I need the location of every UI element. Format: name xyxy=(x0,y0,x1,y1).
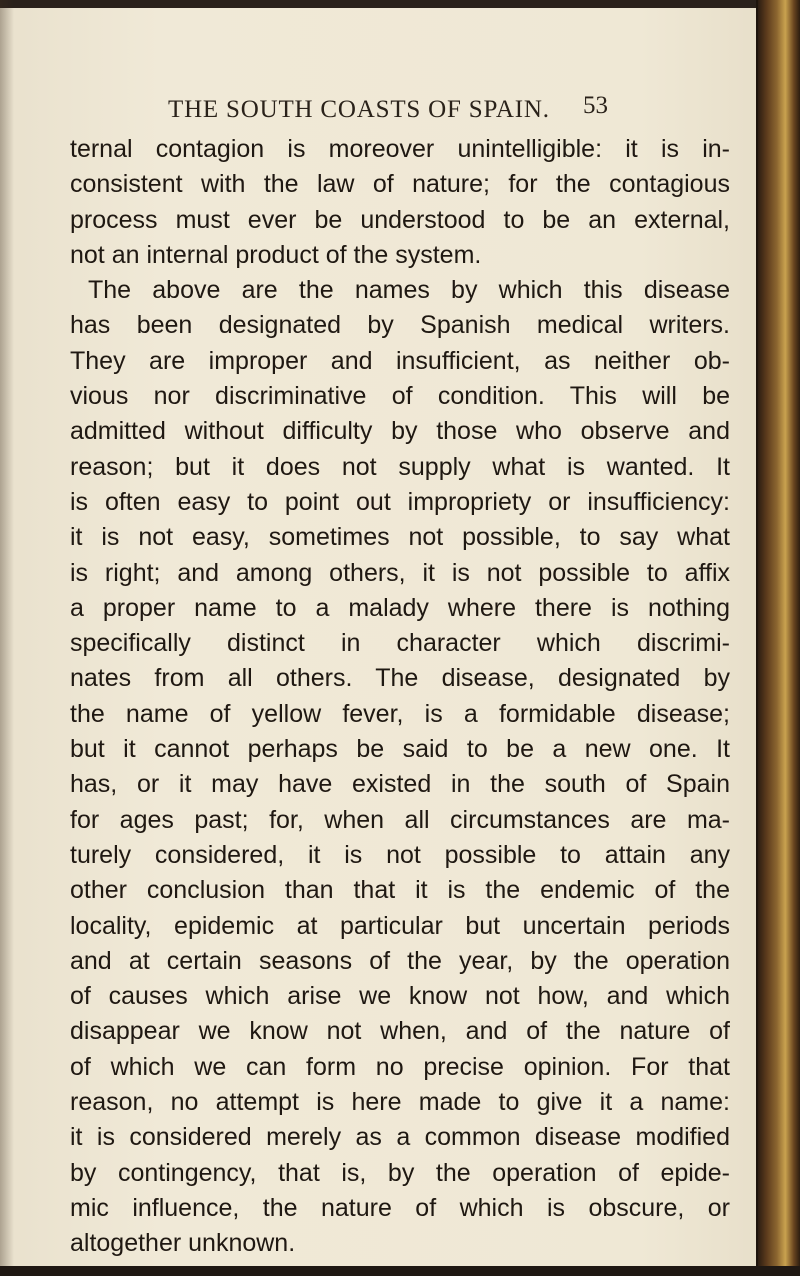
text-line: it is not easy, sometimes not possible, to say what xyxy=(70,523,730,552)
text-line: by contingency, that is, by the operation of epide- xyxy=(70,1158,730,1187)
text-line: disappear we know not when, and of the nature of xyxy=(70,1017,730,1046)
text-line: reason; but it does not supply what is wanted. It xyxy=(70,452,730,481)
body-text xyxy=(70,132,730,1262)
text-line: other conclusion than that it is the endemic of the xyxy=(70,876,730,905)
text-line: is right; and among others, it is not possible to affix xyxy=(70,558,730,587)
scan-top-edge xyxy=(0,0,800,8)
text-line: the name of yellow fever, is a formidable disease; xyxy=(70,699,730,728)
text-line: not an internal product of the system. xyxy=(70,240,482,269)
text-line: consistent with the law of nature; for the contagious xyxy=(70,170,730,199)
text-line: for ages past; for, when all circumstances are ma- xyxy=(70,805,730,834)
scan-bottom-edge xyxy=(0,1266,800,1276)
text-line: admitted without difficulty by those who observe and xyxy=(70,417,730,446)
text-line: turely considered, it is not possible to attain any xyxy=(70,840,730,869)
text-line: locality, epidemic at particular but uncertain periods xyxy=(70,911,730,940)
text-line: has, or it may have existed in the south of Spain xyxy=(70,770,730,799)
text-line: of causes which arise we know not how, and which xyxy=(70,982,730,1011)
text-line: of which we can form no precise opinion. For that xyxy=(70,1052,730,1081)
text-line: it is considered merely as a common disease modified xyxy=(70,1123,730,1152)
text-line: is often easy to point out impropriety or insufficiency: xyxy=(70,487,730,516)
book-spine-edge xyxy=(756,0,800,1276)
text-line: The above are the names by which this disease xyxy=(88,276,730,305)
text-line: and at certain seasons of the year, by the operation xyxy=(70,946,730,975)
text-line: a proper name to a malady where there is nothing xyxy=(70,593,730,622)
text-line: altogether unknown. xyxy=(70,1229,296,1258)
text-line: nates from all others. The disease, designated by xyxy=(70,664,730,693)
text-line: reason, no attempt is here made to give it a name: xyxy=(70,1088,730,1117)
text-line: but it cannot perhaps be said to be a new one. It xyxy=(70,735,730,764)
text-line: specifically distinct in character which discrimi- xyxy=(70,629,730,658)
text-line: They are improper and insufficient, as neither ob- xyxy=(70,346,730,375)
running-header-title: THE SOUTH COASTS OF SPAIN. xyxy=(168,96,550,123)
text-line: mic influence, the nature of which is obscure, or xyxy=(70,1193,730,1222)
text-line: ternal contagion is moreover unintelligible: it is in- xyxy=(70,135,730,163)
text-line: process must ever be understood to be an external, xyxy=(70,205,730,234)
page-gutter-shadow xyxy=(0,0,14,1276)
text-line: vious nor discriminative of condition. This will be xyxy=(70,382,730,411)
text-line: has been designated by Spanish medical writers. xyxy=(70,311,730,340)
page-number: 53 xyxy=(583,92,608,119)
